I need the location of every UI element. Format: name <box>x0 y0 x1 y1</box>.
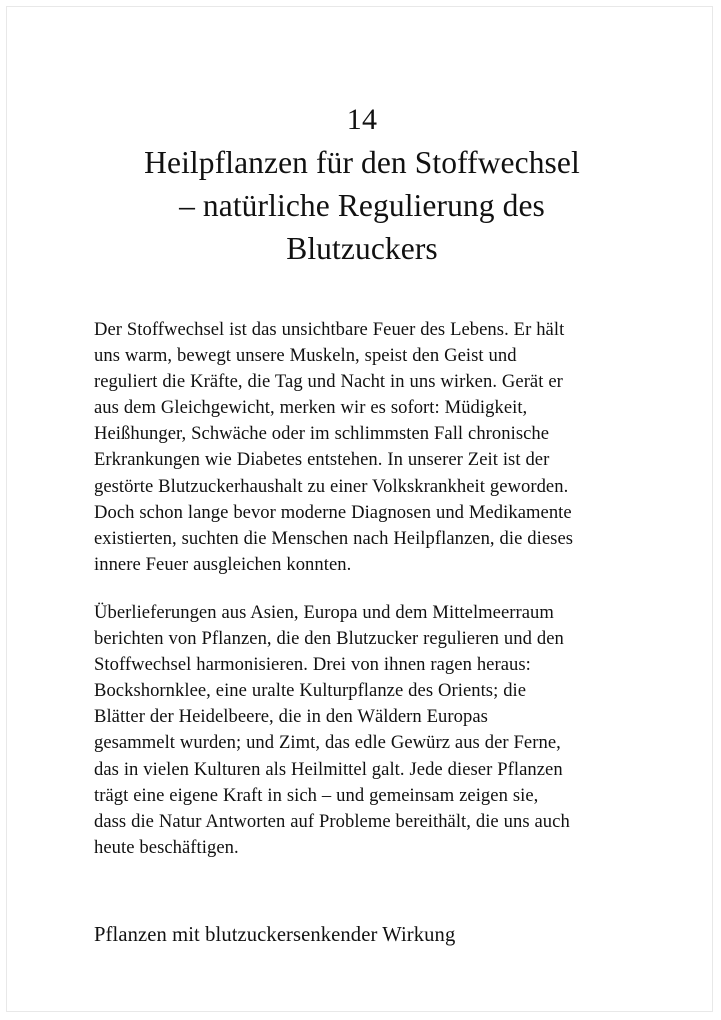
paragraph-1 <box>94 317 630 578</box>
document-page <box>6 6 713 1012</box>
paragraph-line: Doch schon lange bevor moderne Diagnosen und Medikamente <box>94 501 572 523</box>
paragraph-line: Erkrankungen wie Diabetes entstehen. In unserer Zeit ist der <box>94 449 550 471</box>
paragraph-line: uns warm, bewegt unsere Muskeln, speist den Geist und <box>94 345 517 367</box>
chapter-heading-block <box>94 7 630 270</box>
paragraph-line: Blätter der Heidelbeere, die in den Wäldern Europas <box>94 706 488 728</box>
paragraph-line: innere Feuer ausgleichen konnten. <box>94 553 352 575</box>
page-title-line-2: – natürliche Regulierung des <box>179 188 545 223</box>
paragraph-line: heute beschäftigen. <box>94 836 239 858</box>
paragraph-line: existierten, suchten die Menschen nach Heilpflanzen, die dieses <box>94 527 574 549</box>
paragraph-line: dass die Natur Antworten auf Probleme bereithält, die uns auch <box>94 810 570 832</box>
chapter-number: 14 <box>346 103 378 136</box>
body-text <box>94 270 630 861</box>
paragraph-line: Überlieferungen aus Asien, Europa und dem Mittelmeerraum <box>94 601 554 623</box>
paragraph-line: Der Stoffwechsel ist das unsichtbare Feuer des Lebens. Er hält <box>94 319 565 340</box>
paragraph-line: gesammelt wurden; und Zimt, das edle Gewürz aus der Ferne, <box>94 732 561 754</box>
paragraph-line: das in vielen Kulturen als Heilmittel galt. Jede dieser Pflanzen <box>94 758 563 780</box>
page-title <box>94 141 630 270</box>
paragraph-line: Stoffwechsel harmonisieren. Drei von ihnen ragen heraus: <box>94 654 531 676</box>
page-content-column <box>94 7 630 949</box>
paragraph-line: reguliert die Kräfte, die Tag und Nacht in uns wirken. Gerät er <box>94 371 563 393</box>
page-title-line-3: Blutzuckers <box>286 231 438 266</box>
paragraph-2 <box>94 600 630 861</box>
page-title-line-1: Heilpflanzen für den Stoffwechsel <box>144 145 580 180</box>
paragraph-line: aus dem Gleichgewicht, merken wir es sofort: Müdigkeit, <box>94 397 528 419</box>
paragraph-line: Heißhunger, Schwäche oder im schlimmsten Fall chronische <box>94 423 550 445</box>
section-subheading: Pflanzen mit blutzuckersenkender Wirkung <box>94 923 456 946</box>
paragraph-line: berichten von Pflanzen, die den Blutzucker regulieren und den <box>94 628 564 650</box>
paragraph-line: trägt eine eigene Kraft in sich – und gemeinsam zeigen sie, <box>94 784 539 806</box>
paragraph-line: gestörte Blutzuckerhaushalt zu einer Volkskrankheit geworden. <box>94 475 569 497</box>
paragraph-line: Bockshornklee, eine uralte Kulturpflanze des Orients; die <box>94 680 527 702</box>
